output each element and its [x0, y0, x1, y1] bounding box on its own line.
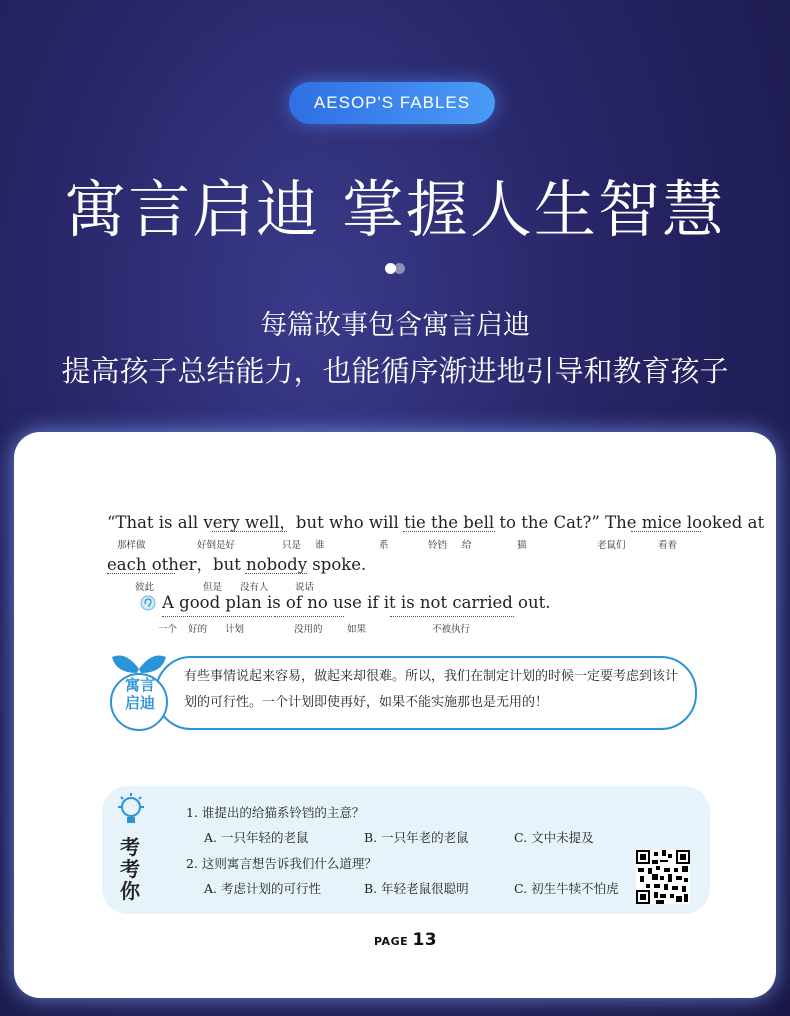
page-number: PAGE 13 [374, 930, 438, 950]
quiz-option[interactable]: B. 年轻老鼠很聪明 [364, 881, 469, 896]
gloss-word: 彼此 [135, 582, 155, 593]
subtitle-line1: 每篇故事包含寓言启迪 [260, 310, 530, 341]
moral-english: A good plan is of no use if it is not carried out. [162, 593, 551, 612]
quiz-option[interactable]: A. 考虑计划的可行性 [204, 881, 321, 896]
quiz-option[interactable]: C. 初生牛犊不怕虎 [514, 881, 619, 896]
gloss-word: 但是 [203, 582, 223, 593]
dot-active [385, 263, 396, 274]
gloss-word: 老鼠们 [597, 540, 626, 551]
ear-icon[interactable] [140, 595, 156, 611]
aesops-fables-tag: AESOP'S FABLES [289, 82, 495, 124]
moral-badge-label: 寓言启迪 [124, 676, 155, 712]
gloss-word: 谁 [315, 540, 325, 551]
gloss-word: 一个 [158, 624, 178, 635]
gloss-word: 猫 [517, 540, 527, 551]
gloss-word: 好倒是好 [197, 540, 236, 551]
moral-chinese: 有些事情说起来容易，做起来却很难。所以，我们在制定计划的时候一定要考虑到该计划的可行性。一个计划即使再好，如果不能实施那也是无用的！ [184, 669, 679, 710]
gloss-word: 如果 [347, 624, 367, 635]
qr-code-icon[interactable] [636, 850, 690, 904]
story-line-2: each other，but nobody spoke. [107, 555, 367, 574]
gloss-word: 说话 [295, 582, 315, 593]
gloss-word: 计划 [225, 624, 245, 635]
gloss-word: 只是 [282, 540, 302, 551]
gloss-word: 铃铛 [428, 540, 448, 551]
gloss-word: 那样做 [117, 540, 146, 551]
quiz-label: 考考你 [120, 835, 140, 903]
quiz-option[interactable]: A. 一只年轻的老鼠 [204, 830, 309, 845]
quiz-option[interactable]: B. 一只年老的老鼠 [364, 830, 469, 845]
gloss-word: 给 [462, 540, 472, 551]
gloss-word: 没用的 [294, 624, 323, 635]
carousel-dots [385, 263, 407, 275]
page-title: 寓言启迪 掌握人生智慧 [64, 173, 726, 246]
story-line-1: “That is all very well，but who will tie the bell to the Cat?” The mice looked at [107, 513, 765, 532]
gloss-word: 不被执行 [432, 624, 471, 635]
book-page-card [14, 432, 776, 998]
gloss-word: 好的 [188, 624, 208, 635]
gloss-word: 没有人 [240, 582, 269, 593]
lightbulb-icon [116, 792, 146, 832]
quiz-question-2: 2. 这则寓言想告诉我们什么道理？ [186, 856, 377, 871]
quiz-option[interactable]: C. 文中未提及 [514, 830, 594, 845]
gloss-word: 看着 [658, 540, 678, 551]
subtitle-line2: 提高孩子总结能力，也能循序渐进地引导和教育孩子 [61, 354, 729, 388]
gloss-word: 系 [379, 540, 389, 551]
quiz-question-1: 1. 谁提出的给猫系铃铛的主意？ [186, 805, 365, 820]
quiz-panel [102, 786, 710, 914]
